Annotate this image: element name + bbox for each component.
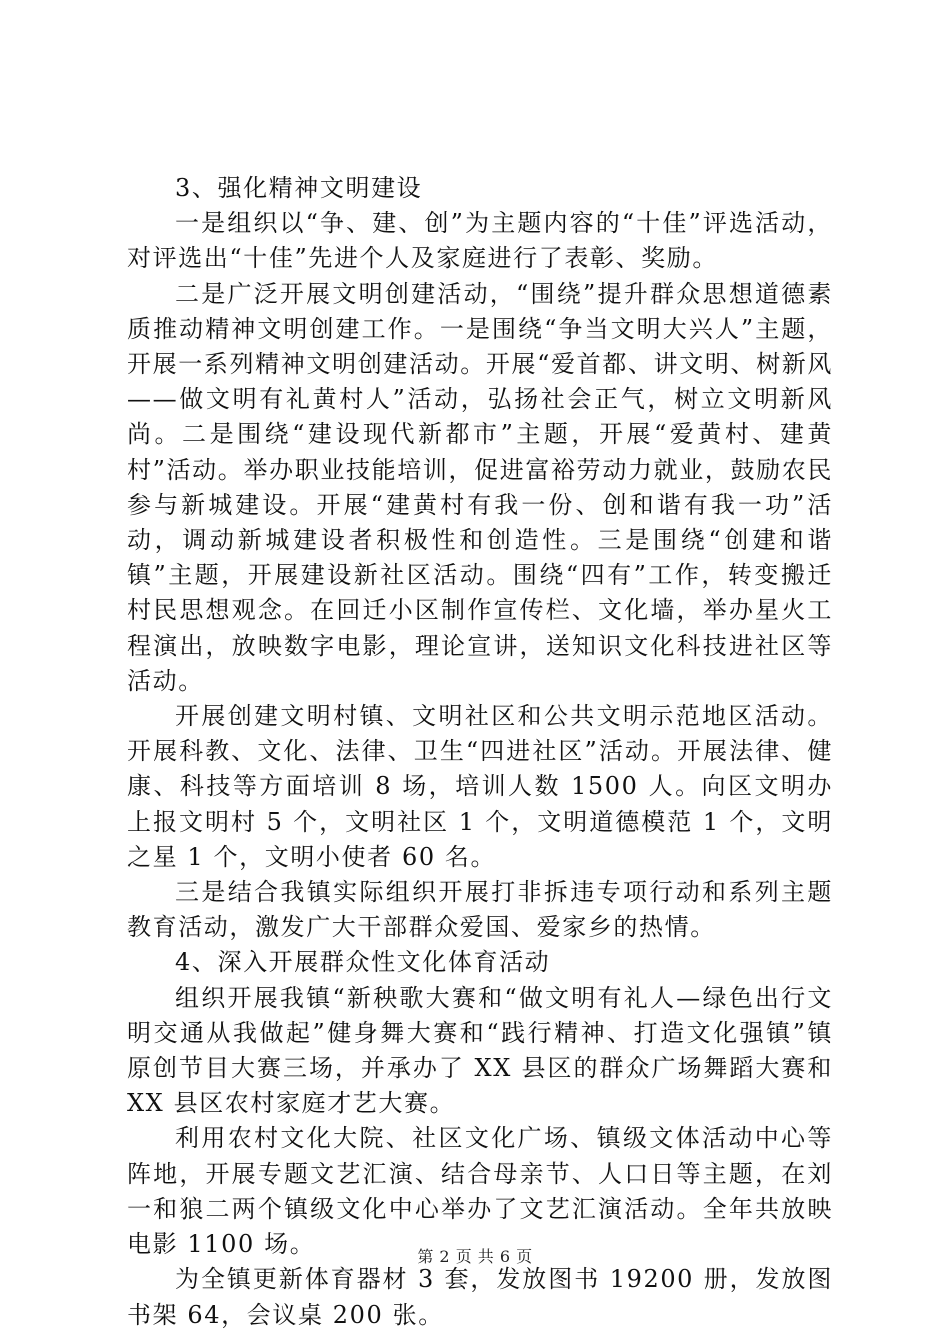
paragraph: 开展创建文明村镇、文明社区和公共文明示范地区活动。开展科教、文化、法律、卫生“四进社区”活动。开展法律、健康、科技等方面培训 8 场，培训人数 1500 人。向区文明办上报文明村 5 个，文明社区 1 个，文明道德模范 1 个，文明之星 1 个，文明小使者 60 名。: [127, 702, 833, 871]
section-heading: 3、强化精神文明建设: [175, 174, 423, 202]
paragraph: 一是组织以“争、建、创”为主题内容的“十佳”评选活动，对评选出“十佳”先进个人及家庭进行了表彰、奖励。: [127, 209, 833, 273]
paragraph: 组织开展我镇“新秧歌大赛和“做文明有礼人—绿色出行文明交通从我做起”健身舞大赛和“践行精神、打造文化强镇”镇原创节目大赛三场，并承办了 XX 县区的群众广场舞蹈大赛和 XX 县区农村家庭才艺大赛。: [127, 983, 833, 1118]
section-heading: 4、深入开展群众性文化体育活动: [175, 948, 551, 977]
paragraph: 利用农村文化大院、社区文化广场、镇级文体活动中心等阵地，开展专题文艺汇演、结合母亲节、人口日等主题，在刘一和狼二两个镇级文化中心举办了文艺汇演活动。全年共放映电影 1100 场。: [127, 1124, 833, 1259]
paragraph: 二是广泛开展文明创建活动，“围绕”提升群众思想道德素质推动精神文明创建工作。一是围绕“争当文明大兴人”主题，开展一系列精神文明创建活动。开展“爱首都、讲文明、树新风——做文明有礼黄村人”活动，弘扬社会正气，树立文明新风尚。二是围绕“建设现代新都市”主题，开展“爱黄村、建黄村”活动。举办职业技能培训，促进富裕劳动力就业，鼓励农民参与新城建设。开展“建黄村有我一份、创和谐有我一功”活动，调动新城建设者积极性和创造性。三是围绕“创建和谐镇”主题，开展建设新社区活动。围绕“四有”工作，转变搬迁村民思想观念。在回迁小区制作宣传栏、文化墙，举办星火工程演出，放映数字电影，理论宣讲，送知识文化科技进社区等活动。: [127, 279, 833, 695]
paragraph: 三是结合我镇实际组织开展打非拆违专项行动和系列主题教育活动，激发广大干部群众爱国、爱家乡的热情。: [127, 878, 833, 942]
page-number-footer: 第 2 页 共 6 页: [417, 1247, 533, 1266]
document-body: [127, 171, 833, 1333]
paragraph: 为全镇更新体育器材 3 套，发放图书 19200 册，发放图书架 64，会议桌 200 张。: [127, 1265, 833, 1329]
